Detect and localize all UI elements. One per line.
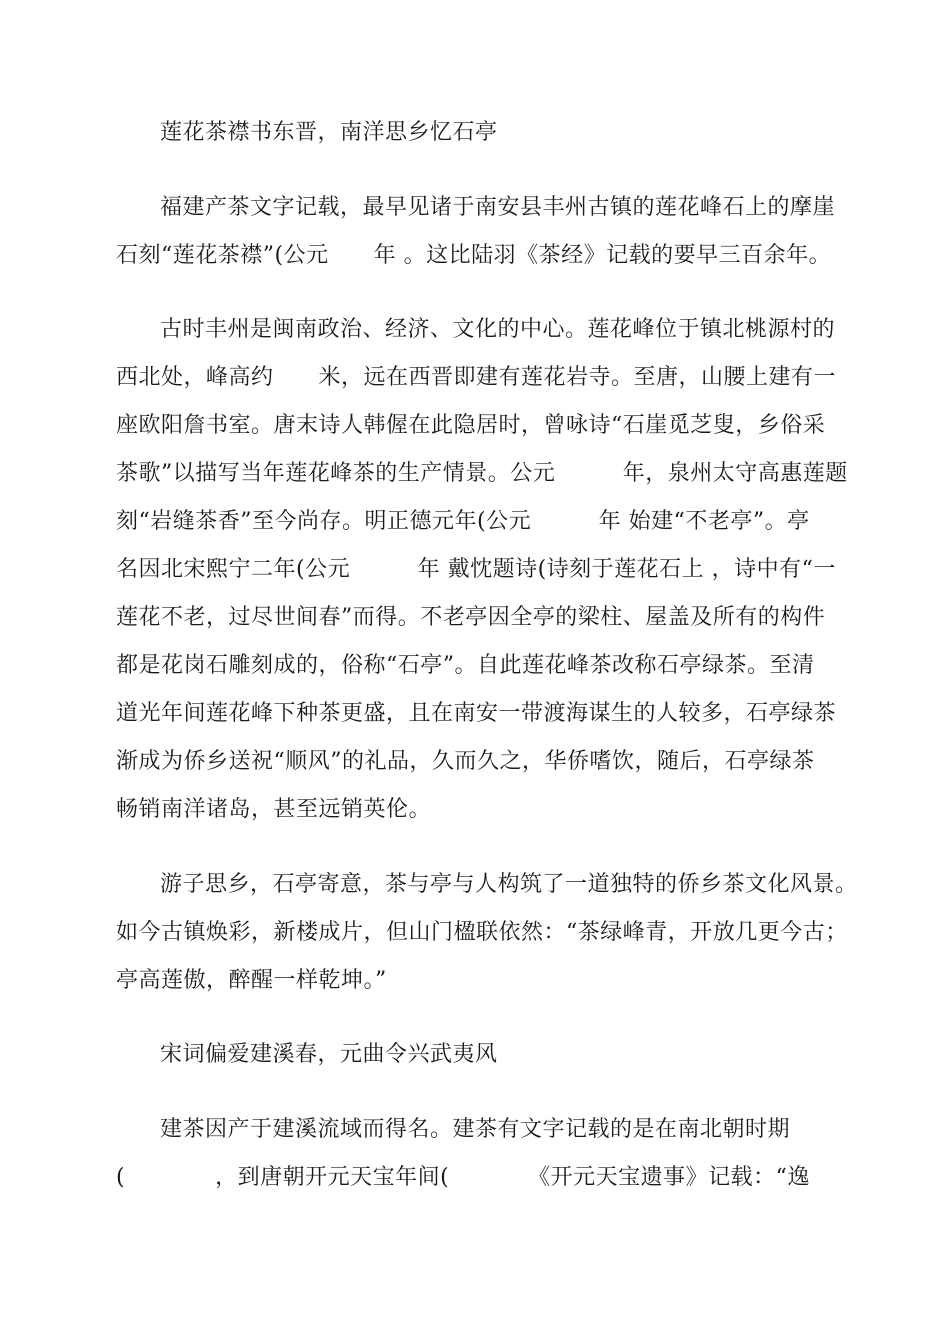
paragraph-line: 茶歌”以描写当年莲花峰茶的生产情景。公元 年，泉州太守高惠莲题 xyxy=(116,461,848,486)
paragraph-line: 古时丰州是闽南政治、经济、文化的中心。莲花峰位于镇北桃源村的 xyxy=(160,317,836,342)
paragraph-line: 畅销南洋诸岛，甚至远销英伦。 xyxy=(116,797,432,822)
paragraph-line: 道光年间莲花峰下种茶更盛，且在南安一带渡海谋生的人较多，石亭绿茶 xyxy=(116,701,837,726)
paragraph-line: 石刻“莲花茶襟”(公元 年 。这比陆羽《茶经》记载的要早三百余年。 xyxy=(116,243,832,268)
paragraph-line: 莲花不老，过尽世间春”而得。不老亭因全亭的梁柱、屋盖及所有的构件 xyxy=(116,605,826,630)
paragraph-line: 刻“岩缝茶香”至今尚存。明正德元年(公元 年 始建“不老亭”。亭 xyxy=(116,509,810,534)
paragraph-line: 如今古镇焕彩，新楼成片，但山门楹联依然：“茶绿峰青，开放几更今古； xyxy=(116,920,848,945)
paragraph-line: 亭高莲傲，醉醒一样乾坤。” xyxy=(116,968,387,993)
paragraph-line: 渐成为侨乡送祝“顺风”的礼品，久而久之，华侨嗜饮，随后，石亭绿茶 xyxy=(116,749,815,774)
paragraph-line: 游子思乡，石亭寄意，茶与亭与人构筑了一道独特的侨乡茶文化风景。 xyxy=(160,872,858,897)
paragraph-line: 座欧阳詹书室。唐末诗人韩偓在此隐居时，曾咏诗“石崖觅芝叟，乡俗采 xyxy=(116,413,826,438)
section-heading-lotus-tea: 莲花茶襟书东晋，南洋思乡忆石亭 xyxy=(160,120,498,145)
paragraph-line: 福建产茶文字记载，最早见诸于南安县丰州古镇的莲花峰石上的摩崖 xyxy=(160,195,836,220)
section-heading-song-ci: 宋词偏爱建溪春，元曲令兴武夷风 xyxy=(160,1042,498,1067)
paragraph-line: 名因北宋熙宁二年(公元 年 戴忱题诗(诗刻于莲花石上 ，诗中有“一 xyxy=(116,557,836,582)
paragraph-line: 都是花岗石雕刻成的，俗称“石亭”。自此莲花峰茶改称石亭绿茶。至清 xyxy=(116,653,815,678)
paragraph-line: ( ，到唐朝开元天宝年间( 《开元天宝遗事》记载：“逸 xyxy=(116,1165,810,1190)
paragraph-line: 西北处，峰高约 米，远在西晋即建有莲花岩寺。至唐，山腰上建有一 xyxy=(116,365,837,390)
paragraph-line: 建茶因产于建溪流域而得名。建茶有文字记载的是在南北朝时期 xyxy=(160,1117,791,1142)
